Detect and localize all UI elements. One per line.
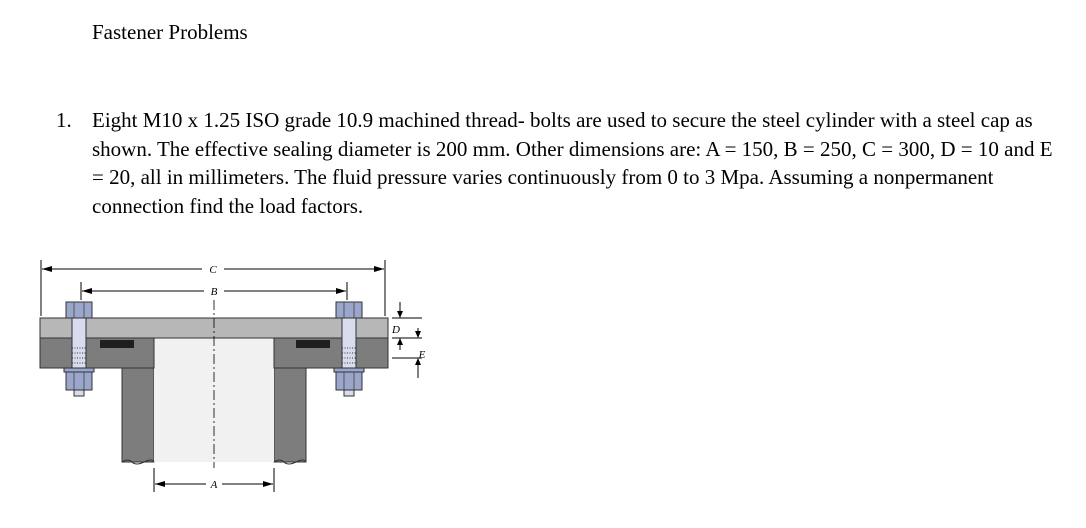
dimension-d-e xyxy=(391,302,426,378)
problem-statement: Eight M10 x 1.25 ISO grade 10.9 machined thread- bolts are used to secure the steel cylinder with a steel cap as shown. The effective sealing diameter is 200 mm. Other dimensions are: A = 150, B = 250, C = 300, D = 10 and E = 20, all in millimeters. The fluid pressure varies continuously from 0 to 3 Mpa. Assuming a nonpermanent connection find the load factors. xyxy=(92,108,1053,218)
bolted-cylinder-figure xyxy=(34,256,454,506)
dimension-a xyxy=(154,468,274,492)
problem-1 xyxy=(56,106,1066,220)
gasket-left xyxy=(100,340,134,348)
dimension-b xyxy=(81,282,347,300)
cross-section-drawing xyxy=(34,256,454,501)
gasket-right xyxy=(296,340,330,348)
label-a: A xyxy=(210,479,218,491)
cylinder-flange-left xyxy=(40,338,154,368)
problem-number: 1. xyxy=(56,108,72,132)
label-c: C xyxy=(209,264,217,276)
label-b: B xyxy=(210,286,218,298)
label-e: E xyxy=(418,349,426,361)
label-d: D xyxy=(392,324,400,336)
cylinder-flange-right xyxy=(274,338,388,368)
page-heading: Fastener Problems xyxy=(92,20,248,44)
